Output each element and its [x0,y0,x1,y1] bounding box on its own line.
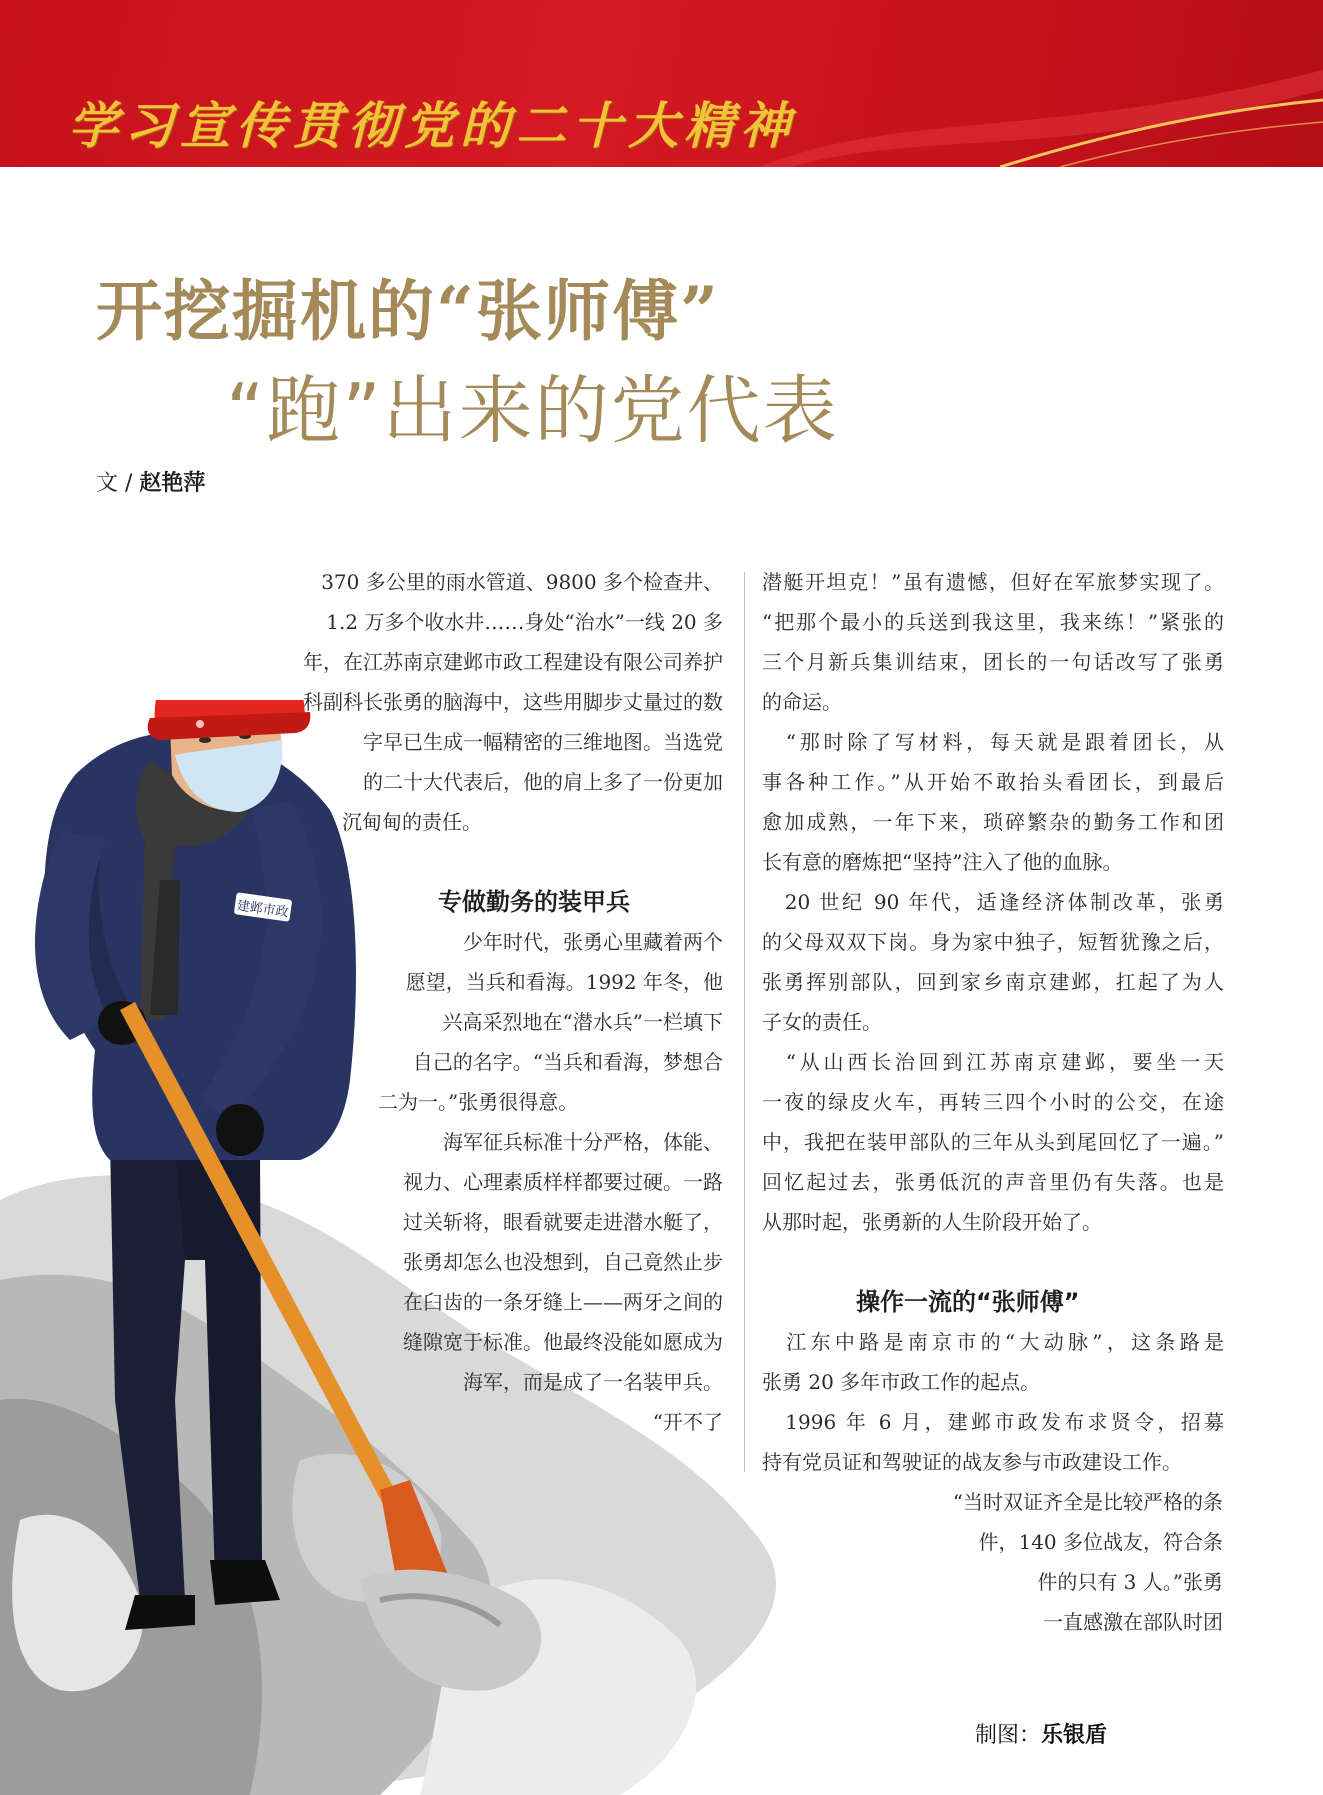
right-paragraph-line: 中，我把在装甲部队的三年从头到尾回忆了一遍。” [762,1130,1224,1154]
section1-line: 海军征兵标准十分严格，体能、 [443,1130,723,1154]
left-paragraph-line: 年，在江苏南京建邺市政工程建设有限公司养护 [303,650,723,674]
right-paragraph-line: “那时除了写材料，每天就是跟着团长，从 [762,730,1224,754]
section2-line: 1996 年 6 月，建邺市政发布求贤令，招募 [762,1410,1224,1434]
author-name: 赵艳萍 [139,471,206,496]
section1-line: 张勇却怎么也没想到，自己竟然止步 [403,1250,723,1274]
section1-line: 愿望，当兵和看海。1992 年冬，他 [405,970,723,994]
right-paragraph-line: “把那个最小的兵送到我这里，我来练！”紧张的 [762,610,1224,634]
section2-line: 张勇 20 多年市政工作的起点。 [762,1370,1041,1394]
banner-title: 学习宣传贯彻党的二十大精神 [68,97,796,155]
right-paragraph-line: 子女的责任。 [762,1010,882,1034]
section1-line: 少年时代，张勇心里藏着两个 [463,930,723,954]
section2-line: “当时双证齐全是比较严格的条 [952,1490,1223,1514]
right-paragraph-line: 愈加成熟，一年下来，琐碎繁杂的勤务工作和团 [762,810,1224,834]
section-heading-armored-soldier: 专做勤务的装甲兵 [438,888,630,916]
section1-line: 自己的名字。“当兵和看海，梦想合 [412,1050,723,1074]
article-subtitle: “跑”出来的党代表 [226,368,839,454]
section1-line: 在臼齿的一条牙缝上——两牙之间的 [403,1290,723,1314]
left-paragraph-line: 1.2 万多个收水井……身处“治水”一线 20 多 [326,610,723,634]
section2-line: 江东中路是南京市的“大动脉”，这条路是 [762,1330,1224,1354]
right-paragraph-line: 回忆起过去，张勇低沉的声音里仍有失落。也是 [762,1170,1224,1194]
right-paragraph-line: 潜艇开坦克！”虽有遗憾，但好在军旅梦实现了。 [762,570,1224,594]
section1-line: 缝隙宽于标准。他最终没能如愿成为 [403,1330,723,1354]
section2-line: 件的只有 3 人。”张勇 [1037,1570,1223,1594]
jacket-badge-text: 建邺市政 [235,898,290,921]
byline [96,466,205,497]
right-paragraph-line: 长有意的磨炼把“坚持”注入了他的血脉。 [762,850,1123,874]
section2-line: 持有党员证和驾驶证的战友参与市政建设工作。 [762,1450,1182,1474]
column-divider [744,572,745,1472]
credit-prefix: 制图： [975,1723,1042,1748]
left-paragraph-line: 370 多公里的雨水管道、9800 多个检查井、 [321,570,723,594]
right-paragraph-line: 三个月新兵集训结束，团长的一句话改写了张勇 [762,650,1224,674]
section2-line: 一直感激在部队时团 [1043,1610,1223,1634]
section1-line: 兴高采烈地在“潜水兵”一栏填下 [442,1010,723,1034]
left-paragraph-line: 字早已生成一幅精密的三维地图。当选党 [363,730,723,754]
right-paragraph-line: “从山西长治回到江苏南京建邺，要坐一天 [762,1050,1224,1074]
illustrator-name: 乐银盾 [1041,1723,1108,1748]
right-paragraph-line: 的命运。 [762,690,842,714]
left-paragraph-line: 沉甸甸的责任。 [342,810,482,834]
section1-line: 视力、心理素质样样都要过硬。一路 [403,1170,723,1194]
left-paragraph-line: 的二十大代表后，他的肩上多了一份更加 [363,770,723,794]
right-paragraph-line: 一夜的绿皮火车，再转三四个小时的公交，在途 [762,1090,1224,1114]
illustration-credit [975,1718,1107,1749]
left-paragraph-line: 科副科长张勇的脑海中，这些用脚步丈量过的数 [303,690,723,714]
section2-line: 件，140 多位战友，符合条 [978,1530,1223,1554]
right-paragraph-line: 从那时起，张勇新的人生阶段开始了。 [762,1210,1102,1234]
header-banner [0,0,1323,167]
right-paragraph-line: 事各种工作。”从开始不敢抬头看团长，到最后 [762,770,1224,794]
section1-line: 海军，而是成了一名装甲兵。 [463,1370,723,1394]
section1-line: “开不了 [652,1410,723,1434]
section-heading-master-zhang: 操作一流的“张师傅” [856,1288,1080,1316]
section1-line: 过关斩将，眼看就要走进潜水艇了， [403,1210,723,1234]
section1-line: 二为一。”张勇很得意。 [378,1090,579,1114]
byline-prefix: 文 / [96,471,140,496]
right-paragraph-line: 的父母双双下岗。身为家中独子，短暂犹豫之后， [762,930,1224,954]
right-paragraph-line: 张勇挥别部队，回到家乡南京建邺，扛起了为人 [762,970,1224,994]
article-title: 开挖掘机的“张师傅” [96,272,720,350]
right-paragraph-line: 20 世纪 90 年代，适逢经济体制改革，张勇 [762,890,1224,914]
